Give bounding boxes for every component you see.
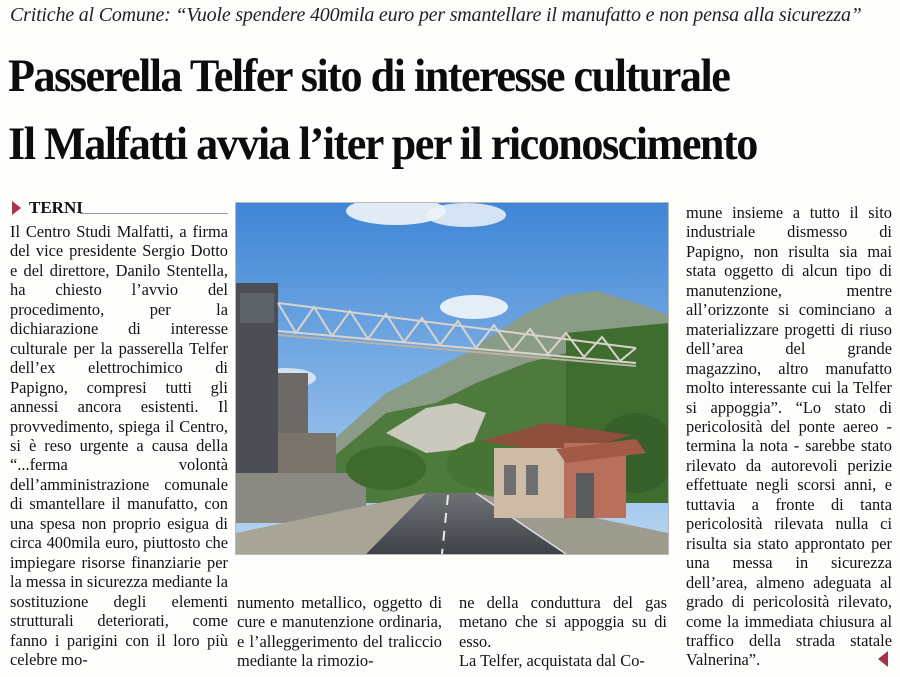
article-end-marker-icon — [878, 651, 888, 667]
photo-telfer-bridge-image — [235, 202, 669, 555]
section-label — [12, 198, 83, 218]
headline-line-1: Passerella Telfer sito di interesse culturale — [8, 50, 730, 102]
headline-line-2: Il Malfatti avvia l’iter per il riconoscimento — [8, 118, 757, 170]
column-1-text: Il Centro Studi Malfatti, a firma del vice presidente Sergio Dotto e del direttore, Danilo Stentella, ha chiesto l’avvio del procedimento, per la dichiarazione di interesse culturale per la passerella Telfer dell’ex elettrochimico di Papigno, compresi tutti gli annessi ancora esistenti. Il provvedimento, spiega il Centro, si è reso urgente a causa della “...ferma volontà dell’amministrazione comunale di smantellare il manufatto, con una spesa non proprio esigua di circa 400mila euro, piuttosto che impiegare risorse finanziarie per la messa in sicurezza mediante la sostituzione degli elementi strutturali deteriorati, come fanno i parigini con il loro più celebre mo- — [10, 222, 228, 669]
article-column-3 — [459, 593, 667, 671]
article-column-2 — [237, 593, 442, 671]
column-3-paragraph-1: ne della conduttura del gas metano che si appoggia su di esso. — [459, 593, 667, 651]
article-column-1 — [10, 222, 228, 669]
column-2-text: numento metallico, oggetto di cure e manutenzione ordinaria, e l’alleggerimento del traliccio mediante la rimozio- — [237, 593, 442, 671]
column-4-text: mune insieme a tutto il sito industriale dismesso di Papigno, non risulta sia mai stata oggetto di alcun tipo di manutenzione, mentre all’orizzonte si cominciano a materializzare progetti di riuso dell’area del grande magazzino, altro manufatto molto interessante cui la Telfer si appoggia”. “Lo stato di pericolosità del ponte aereo - termina la nota - sarebbe stato rilevato da autorevoli perizie effettuate negli scorsi anni, e tuttavia a fronte di tanta pericolosità rilevata nulla ci risulta sia stato approntato per una messa in sicurezza dell’area, almeno adeguata al grado di pericolosità rilevato, come la immediata chiusura al traffico della strada statale Valnerina”. — [686, 203, 892, 670]
kicker: Critiche al Comune: “Vuole spendere 400mila euro per smantellare il manufatto e non pensa alla sicurezza” — [10, 4, 862, 26]
column-3-paragraph-2: La Telfer, acquistata dal Co- — [459, 651, 645, 671]
article-column-4 — [686, 203, 892, 670]
section-label-text: TERNI — [29, 198, 83, 217]
section-marker-icon — [12, 201, 21, 215]
section-rule — [80, 213, 228, 214]
